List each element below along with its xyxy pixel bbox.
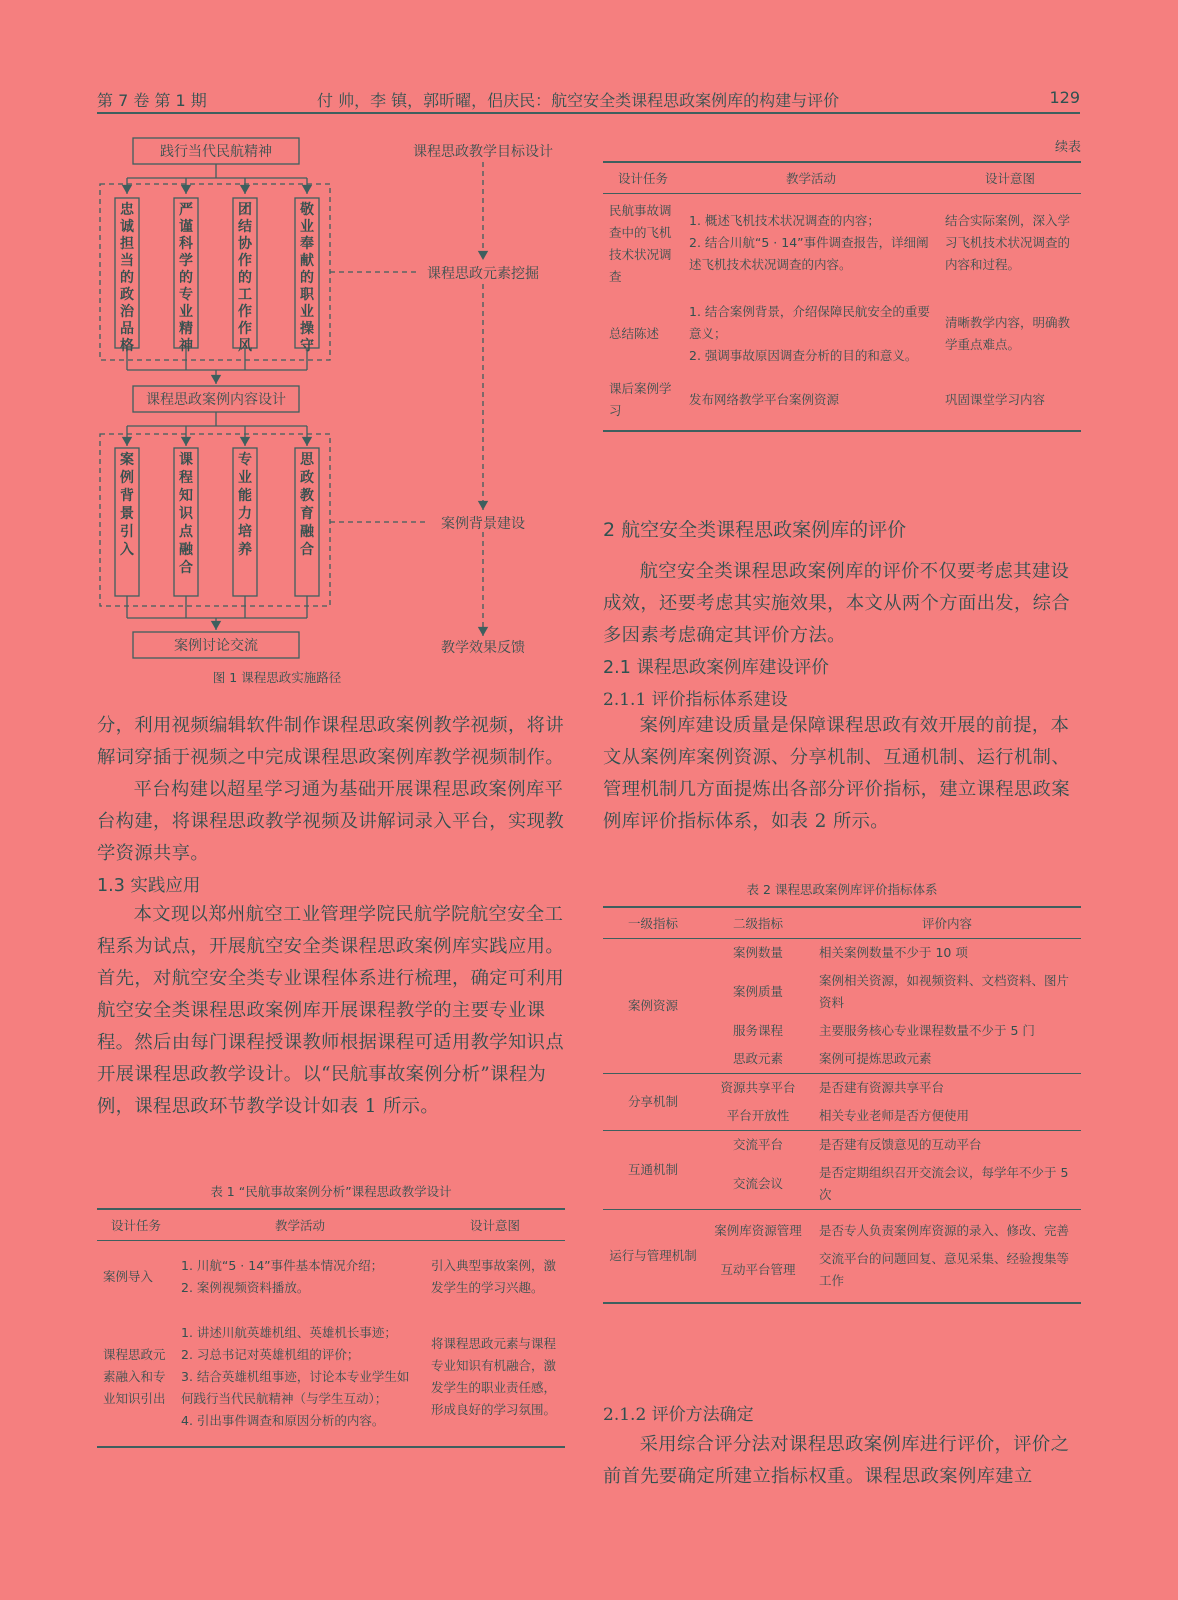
table-1-continued-grid [603, 161, 1081, 432]
t2-g2-r1-content: 是否建有资源共享平台 [813, 1074, 1081, 1103]
section-2-1-1-heading: 2.1.1 评价指标体系建设 [603, 690, 788, 710]
t1c-row3-activity: 发布网络教学平台案例资源 [689, 392, 840, 407]
t1c-row1-task: 民航事故调查中的飞机技术状况调查 [609, 203, 672, 284]
t2-g3-r1-level2: 交流平台 [703, 1131, 813, 1160]
t1c-header-activity: 教学活动 [683, 162, 939, 194]
running-header [97, 88, 1080, 114]
t1c-row1-activity: 1. 概述飞机技术状况调查的内容； 2. 结合川航“5 · 14”事件调查报告，详细阐述飞机技术状况调查的内容。 [689, 212, 929, 272]
right-column-bottom [603, 1400, 1081, 1493]
header-rule [97, 112, 1080, 114]
fig-content-2: 课程知识点融合 [179, 452, 193, 576]
t2-g2-r2-level2: 平台开放性 [726, 1108, 790, 1123]
page-number: 129 [1049, 88, 1080, 107]
t2-g2-level1: 分享机制 [603, 1074, 703, 1131]
fig-bottom-box-label: 案例讨论交流 [174, 638, 258, 654]
t2-g1-level1: 案例资源 [627, 998, 678, 1013]
left-para-1: 分，利用视频编辑软件制作课程思政案例教学视频，将讲解词穿插于视频之中完成课程思政案例库教学视频制作。 [97, 715, 565, 768]
fig-spirit-1: 忠诚担当的政治品格 [120, 202, 134, 354]
table-1-grid [97, 1208, 565, 1448]
t1-row1-task: 案例导入 [103, 1269, 154, 1284]
table-1-header-task: 设计任务 [97, 1209, 175, 1241]
section-2-heading: 2 航空安全类课程思政案例库的评价 [603, 519, 907, 541]
t2-g1-r1-level2: 案例数量 [732, 945, 783, 960]
table-row [603, 1074, 1081, 1103]
figure-1 [97, 132, 567, 702]
t1c-header-task: 设计任务 [603, 162, 683, 194]
table-row [97, 1241, 565, 1303]
t2-g1-r4-level2: 思政元素 [732, 1051, 783, 1066]
t2-header-content: 评价内容 [813, 907, 1081, 939]
implementation-path-diagram [97, 132, 567, 702]
table-row [603, 1131, 1081, 1160]
left-column [97, 710, 565, 1123]
fig-middle-box-label: 课程思政案例内容设计 [146, 392, 286, 408]
t2-g3-r2-content: 是否定期组织召开交流会议，每学年不少于 5 次 [819, 1165, 1069, 1202]
t1-row2-activity: 1. 讲述川航英雄机组、英雄机长事迹； 2. 习总书记对英雄机组的评价； 3. 结合英雄机组事迹，讨论本专业学生如何践行当代民航精神（与学生互动）； 4. 引出事件调查和原因分析的内容。 [181, 1325, 410, 1428]
header-title: 付 帅，李 镇，郭昕曜，侣庆民：航空安全类课程思政案例库的构建与评价 [317, 91, 840, 110]
t1c-row2-intent: 清晰教学内容，明确教学重点难点。 [945, 315, 1071, 352]
continued-label: 续表 [1054, 140, 1081, 155]
t2-g3-level1: 互通机制 [603, 1131, 703, 1210]
table-2 [603, 880, 1081, 1304]
t1c-header-intent: 设计意图 [939, 162, 1081, 194]
table-row [603, 291, 1081, 370]
table-1-caption: 表 1 “民航事故案例分析”课程思政教学设计 [210, 1184, 452, 1199]
t2-g3-r1-content: 是否建有反馈意见的互动平台 [813, 1131, 1081, 1160]
volume-issue: 第 7 卷 第 1 期 [97, 91, 207, 110]
table-1-header-intent: 设计意图 [425, 1209, 565, 1241]
fig-right-label-1: 课程思政教学目标设计 [413, 144, 553, 160]
t2-g1-r2-level2: 案例质量 [732, 984, 783, 999]
t1c-row1-intent: 结合实际案例，深入学习飞机技术状况调查的内容和过程。 [945, 212, 1071, 272]
t1c-row2-task: 总结陈述 [609, 326, 660, 341]
t2-g1-r3-level2: 服务课程 [732, 1023, 783, 1038]
fig-content-1: 案例背景引入 [120, 452, 134, 558]
t2-g2-r2-content: 相关专业老师是否方便使用 [819, 1108, 970, 1123]
fig-right-label-3: 案例背景建设 [441, 516, 525, 532]
section-2-1-heading: 2.1 课程思政案例库建设评价 [603, 658, 829, 678]
table-1 [97, 1182, 565, 1448]
table-1-header-activity: 教学活动 [175, 1209, 425, 1241]
table-row [603, 1210, 1081, 1246]
left-para-3: 本文现以郑州航空工业管理学院民航学院航空安全工程系为试点，开展航空安全类课程思政案例库实践应用。首先，对航空安全类专业课程体系进行梳理，确定可利用航空安全类课程思政案例库开展课程教学的主要专业课程。然后由每门课程授课教师根据课程可适用教学知识点开展课程思政教学设计。以“民航事故案例分析”课程为例，课程思政环节教学设计如表 1 所示。 [97, 904, 565, 1117]
fig-right-label-2: 课程思政元素挖掘 [427, 266, 539, 282]
t2-g4-r1-content: 是否专人负责案例库资源的录入、修改、完善 [813, 1210, 1081, 1246]
t2-g4-r2-content: 交流平台的问题回复、意见采集、经验搜集等工作 [819, 1251, 1070, 1288]
t2-g1-r4-content: 案例可提炼思政元素 [819, 1051, 932, 1066]
right-para-3: 采用综合评分法对课程思政案例库进行评价，评价之前首先要确定所建立指标权重。课程思政案例库建立 [603, 1434, 1070, 1487]
t1c-row3-task: 课后案例学习 [609, 381, 672, 418]
t1-row2-task: 课程思政元素融入和专业知识引出 [103, 1347, 166, 1406]
t1-row1-activity: 1. 川航“5 · 14”事件基本情况介绍； 2. 案例视频资料播放。 [181, 1258, 384, 1295]
right-para-1: 航空安全类课程思政案例库的评价不仅要考虑其建设成效，还要考虑其实施效果，本文从两个方面出发，综合多因素考虑确定其评价方法。 [603, 561, 1071, 646]
t2-header-level1: 一级指标 [603, 907, 703, 939]
t2-g4-level1: 运行与管理机制 [603, 1210, 703, 1304]
t2-g4-r2-level2: 互动平台管理 [720, 1262, 796, 1277]
left-para-2: 平台构建以超星学习通为基础开展课程思政案例库平台构建，将课程思政教学视频及讲解词录入平台，实现教学资源共享。 [97, 779, 565, 864]
fig-spirit-4: 敬业奉献的职业操守 [300, 202, 314, 354]
table-1-continued [603, 136, 1081, 432]
table-2-caption: 表 2 课程思政案例库评价指标体系 [746, 882, 938, 897]
t1c-row3-intent: 巩固课堂学习内容 [945, 392, 1046, 407]
table-row [603, 939, 1081, 968]
t1-row1-intent: 引入典型事故案例，激发学生的学习兴趣。 [431, 1258, 557, 1295]
section-2-1-2-heading: 2.1.2 评价方法确定 [603, 1405, 754, 1425]
table-2-grid [603, 906, 1081, 1304]
t2-g4-r1-level2: 案例库资源管理 [703, 1210, 813, 1246]
t2-g1-r3-content: 主要服务核心专业课程数量不少于 5 门 [819, 1023, 1035, 1038]
right-column [603, 515, 1081, 838]
t2-g2-r1-level2: 资源共享平台 [703, 1074, 813, 1103]
figure-1-caption: 图 1 课程思政实施路径 [212, 670, 342, 685]
t1c-row2-activity: 1. 结合案例背景，介绍保障民航安全的重要意义； 2. 强调事故原因调查分析的目的和意义。 [689, 304, 930, 363]
t2-g1-r1-content: 相关案例数量不少于 10 项 [819, 945, 968, 960]
t2-g3-r2-level2: 交流会议 [732, 1176, 783, 1191]
table-row [603, 370, 1081, 431]
table-row [603, 194, 1081, 292]
fig-top-box-label: 践行当代民航精神 [160, 144, 272, 160]
fig-content-3: 专业能力培养 [238, 452, 252, 558]
table-row [97, 1302, 565, 1447]
fig-right-label-4: 教学效果反馈 [441, 640, 525, 656]
fig-spirit-2: 严谨科学的专业精神 [179, 202, 193, 354]
fig-spirit-3: 团结协作的工作作风 [238, 202, 252, 354]
t2-g1-r2-content: 案例相关资源，如视频资料、文档资料、图片资料 [819, 973, 1070, 1010]
section-1-3-heading: 1.3 实践应用 [97, 876, 201, 896]
t1-row2-intent: 将课程思政元素与课程专业知识有机融合，激发学生的职业责任感，形成良好的学习氛围。 [431, 1336, 557, 1417]
t2-header-level2: 二级指标 [703, 907, 813, 939]
right-para-2: 案例库建设质量是保障课程思政有效开展的前提，本文从案例库案例资源、分享机制、互通机制、运行机制、管理机制几方面提炼出各部分评价指标，建立课程思政案例库评价指标体系，如表 2 所示。 [603, 715, 1071, 832]
fig-content-4: 思政教育融合 [300, 452, 314, 558]
